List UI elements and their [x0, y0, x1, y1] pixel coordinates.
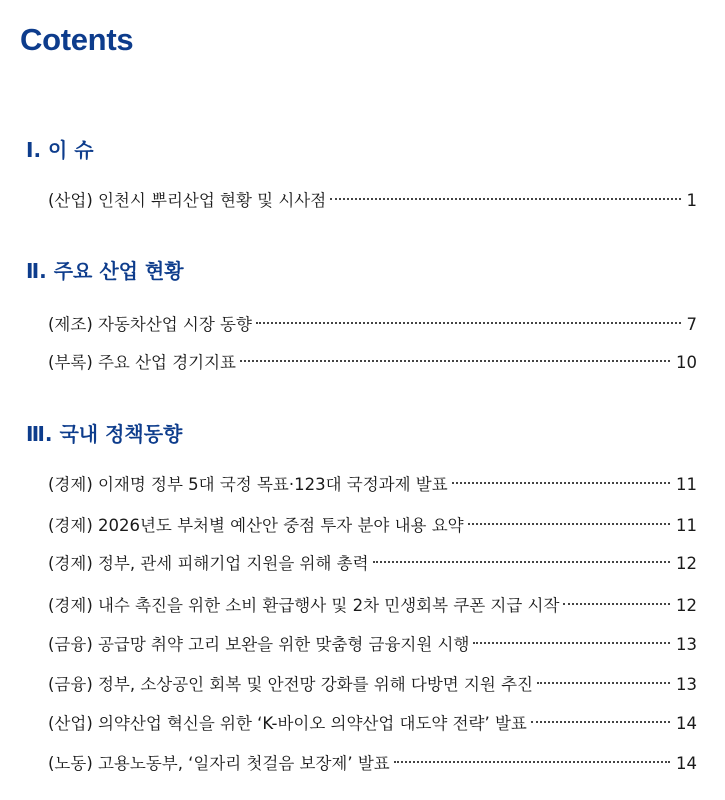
- toc-entry-label: (금융) 정부, 소상공인 회복 및 안전망 강화를 위해 다방면 지원 추진: [48, 675, 533, 694]
- toc-entry[interactable]: [48, 705, 697, 733]
- toc-page-number: 13: [676, 635, 697, 654]
- toc-entry-label: (경제) 내수 촉진을 위한 소비 환급행사 및 2차 민생회복 쿠폰 지급 시작: [48, 596, 560, 615]
- toc-entry[interactable]: [48, 507, 697, 535]
- toc-page-number: 10: [676, 353, 697, 372]
- toc-entry[interactable]: [48, 182, 697, 210]
- dot-leader: [452, 466, 670, 490]
- toc-page-number: 7: [686, 315, 697, 334]
- toc-entry-label: (경제) 2026년도 부처별 예산안 중점 투자 분야 내용 요약: [48, 516, 464, 535]
- section-heading: Ⅲ. 국내 정책동향: [26, 422, 183, 446]
- toc-entry[interactable]: [48, 306, 697, 334]
- toc-entry[interactable]: [48, 666, 697, 694]
- toc-entry-label: (산업) 의약산업 혁신을 위한 ‘K-바이오 의약산업 대도약 전략’ 발표: [48, 714, 527, 733]
- toc-entry[interactable]: [48, 587, 697, 615]
- dot-leader: [394, 745, 670, 769]
- dot-leader: [373, 545, 670, 569]
- toc-entry-label: (노동) 고용노동부, ‘일자리 첫걸음 보장제’ 발표: [48, 754, 390, 773]
- toc-entry-label: (금융) 공급망 취약 고리 보완을 위한 맞춤형 금융지원 시행: [48, 635, 470, 654]
- toc-entry[interactable]: [48, 745, 697, 773]
- section-heading: Ⅱ. 주요 산업 현황: [26, 259, 184, 283]
- toc-entry-label: (경제) 정부, 관세 피해기업 지원을 위해 총력: [48, 554, 369, 573]
- toc-entry-label: (제조) 자동차산업 시장 동향: [48, 315, 252, 334]
- toc-page-number: 13: [676, 675, 697, 694]
- toc-page-number: 14: [676, 714, 697, 733]
- toc-page-number: 12: [676, 596, 697, 615]
- dot-leader: [563, 587, 670, 611]
- section-heading: Ⅰ. 이 슈: [26, 138, 94, 162]
- toc-entry[interactable]: [48, 344, 697, 372]
- dot-leader: [473, 626, 670, 650]
- toc-entry-label: (부록) 주요 산업 경기지표: [48, 353, 236, 372]
- toc-page-number: 12: [676, 554, 697, 573]
- toc-entry-label: (산업) 인천시 뿌리산업 현황 및 시사점: [48, 191, 327, 210]
- dot-leader: [256, 306, 681, 330]
- dot-leader: [330, 182, 680, 206]
- dot-leader: [468, 507, 670, 531]
- toc-entry[interactable]: [48, 545, 697, 573]
- dot-leader: [537, 666, 670, 690]
- dot-leader: [240, 344, 670, 368]
- toc-entry-label: (경제) 이재명 정부 5대 국정 목표·123대 국정과제 발표: [48, 475, 448, 494]
- toc-page-number: 11: [676, 516, 697, 535]
- dot-leader: [531, 705, 670, 729]
- toc-entry[interactable]: [48, 626, 697, 654]
- contents-title: Cotents: [20, 22, 134, 57]
- toc-page-number: 14: [676, 754, 697, 773]
- toc-page-number: 1: [686, 191, 697, 210]
- toc-page-number: 11: [676, 475, 697, 494]
- toc-entry[interactable]: [48, 466, 697, 494]
